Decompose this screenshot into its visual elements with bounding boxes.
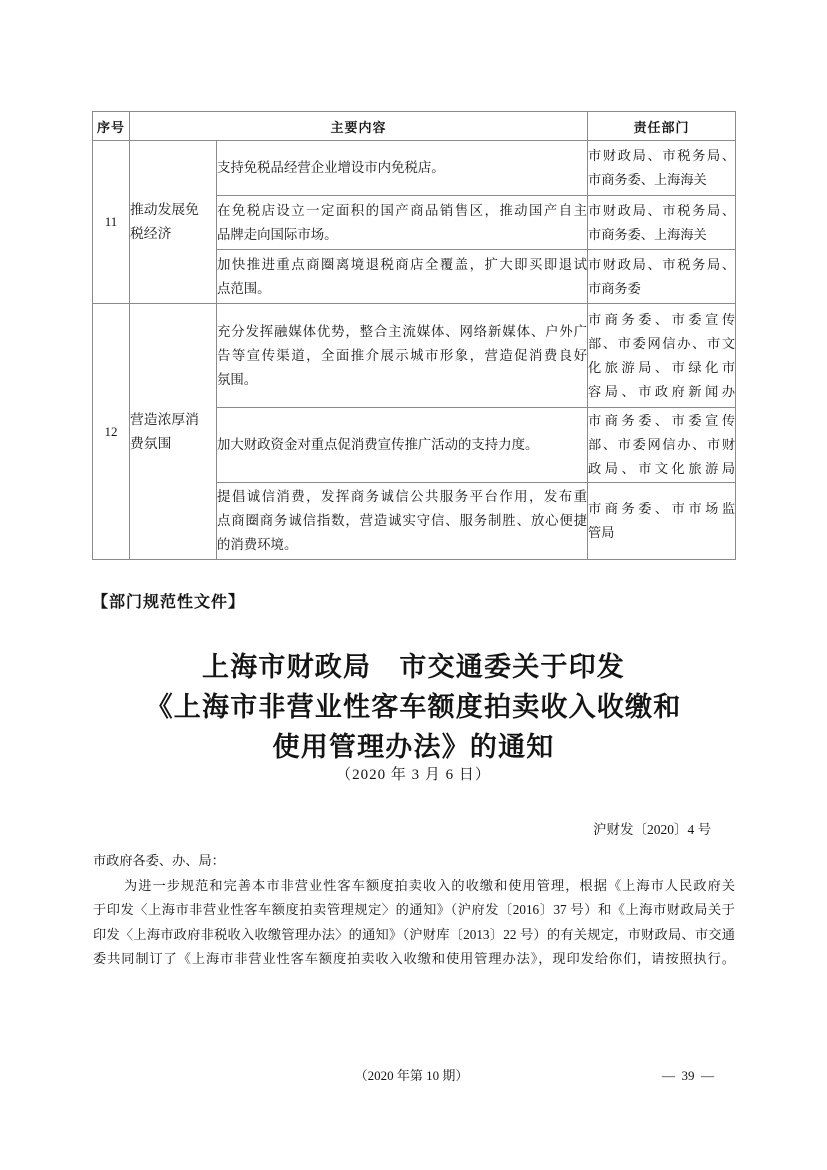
- addressee: 市政府各委、办、局：: [93, 853, 225, 868]
- text-line: 推动发展免: [130, 202, 199, 217]
- text-line: 市商务委、上海海关: [588, 172, 707, 187]
- text-line: 市商务委、上海海关: [588, 226, 707, 242]
- page-number: — 39 —: [662, 1068, 714, 1083]
- text-line: 市财政局、市税务局、: [588, 256, 736, 272]
- responsible-departments: [588, 250, 736, 304]
- text-line: 加快推进重点商圈离境退税商店全覆盖，扩大即买即退试: [217, 256, 588, 272]
- responsible-departments: [588, 304, 736, 408]
- text-line: 市财政局、市税务局、: [588, 148, 736, 163]
- document-date: （2020 年 3 月 6 日）: [336, 767, 491, 783]
- measure-content: [217, 483, 588, 560]
- text-line: 容局、市政府新闻办: [588, 383, 736, 399]
- text-line: 加大财政资金对重点促消费宣传推广活动的支持力度。: [217, 437, 539, 452]
- text-line: 市商务委: [588, 280, 641, 296]
- responsible-departments: [588, 408, 736, 483]
- measure-content: [217, 196, 588, 250]
- row-index: 11: [93, 141, 130, 304]
- measure-content: [217, 250, 588, 304]
- measure-content: [217, 141, 588, 196]
- body-line: 印发〈上海市政府非税收入收缴管理办法〉的通知》（沪财库〔2013〕22 号）的有关规定，市财政局、市交通: [93, 926, 735, 942]
- footer-issue: （2020 年第 10 期）: [354, 1068, 469, 1083]
- measures-table: [92, 111, 736, 560]
- text-line: 品牌走向国际市场。: [217, 226, 338, 242]
- table-header-row: [93, 112, 736, 141]
- text-line: 管局: [588, 525, 615, 540]
- header-department: 责任部门: [588, 112, 736, 141]
- text-line: 告等宣传渠道，全面推介展示城市形象，营造促消费良好: [217, 347, 588, 363]
- row-category: [130, 304, 217, 560]
- text-line: 市商务委、市委宣传: [588, 311, 736, 327]
- text-line: 市商务委、市市场监: [588, 501, 736, 516]
- measure-content: [217, 408, 588, 483]
- section-label: 【部门规范性文件】: [92, 594, 246, 611]
- body-line: 为进一步规范和完善本市非营业性客车额度拍卖收入的收缴和使用管理，根据《上海市人民政府关: [124, 877, 735, 893]
- text-line: 支持免税品经营企业增设市内免税店。: [217, 160, 445, 175]
- text-line: 提倡诚信消费，发挥商务诚信公共服务平台作用，发布重: [217, 489, 588, 504]
- text-line: 的消费环境。: [217, 537, 298, 552]
- text-line: 市商务委、市委宣传: [588, 413, 736, 428]
- body-line: 于印发〈上海市非营业性客车额度拍卖管理规定〉的通知》（沪府发〔2016〕37 号）和《上海市财政局关于: [93, 902, 735, 918]
- title-line: 使用管理办法》的通知: [272, 732, 555, 762]
- responsible-departments: [588, 141, 736, 196]
- title-line: 《上海市非营业性客车额度拍卖收入收缴和: [145, 692, 682, 722]
- document-body: [93, 849, 735, 972]
- responsible-departments: [588, 196, 736, 250]
- measure-content: [217, 304, 588, 408]
- text-line: 市财政局、市税务局、: [588, 202, 736, 218]
- text-line: 费氛围: [130, 435, 172, 451]
- table-row: [93, 304, 736, 408]
- document-number: 沪财发〔2020〕4 号: [593, 822, 712, 837]
- text-line: 营造浓厚消: [130, 411, 199, 427]
- document-title: [92, 647, 735, 767]
- row-category: [130, 141, 217, 304]
- text-line: 部、市委网信办、市财: [588, 437, 736, 452]
- text-line: 化旅游局、市绿化市: [588, 359, 736, 375]
- text-line: 氛围。: [217, 371, 258, 387]
- text-line: 点商圈商务诚信指数，营造诚实守信、服务制胜、放心便捷: [217, 513, 588, 528]
- text-line: 在免税店设立一定面积的国产商品销售区，推动国产自主: [217, 202, 588, 218]
- header-index: 序号: [93, 112, 130, 141]
- table-row: [93, 141, 736, 196]
- body-line: 委共同制订了《上海市非营业性客车额度拍卖收入收缴和使用管理办法》，现印发给你们，请按照执行。: [93, 951, 735, 967]
- responsible-departments: [588, 483, 736, 560]
- text-line: 点范围。: [217, 280, 271, 296]
- text-line: 政局、市文化旅游局: [588, 461, 736, 476]
- title-line: 上海市财政局 市交通委关于印发: [202, 652, 625, 682]
- header-content: 主要内容: [130, 112, 588, 141]
- row-index: 12: [93, 304, 130, 560]
- text-line: 部、市委网信办、市文: [588, 335, 736, 351]
- text-line: 充分发挥融媒体优势，整合主流媒体、网络新媒体、户外广: [217, 323, 588, 339]
- text-line: 税经济: [130, 226, 172, 241]
